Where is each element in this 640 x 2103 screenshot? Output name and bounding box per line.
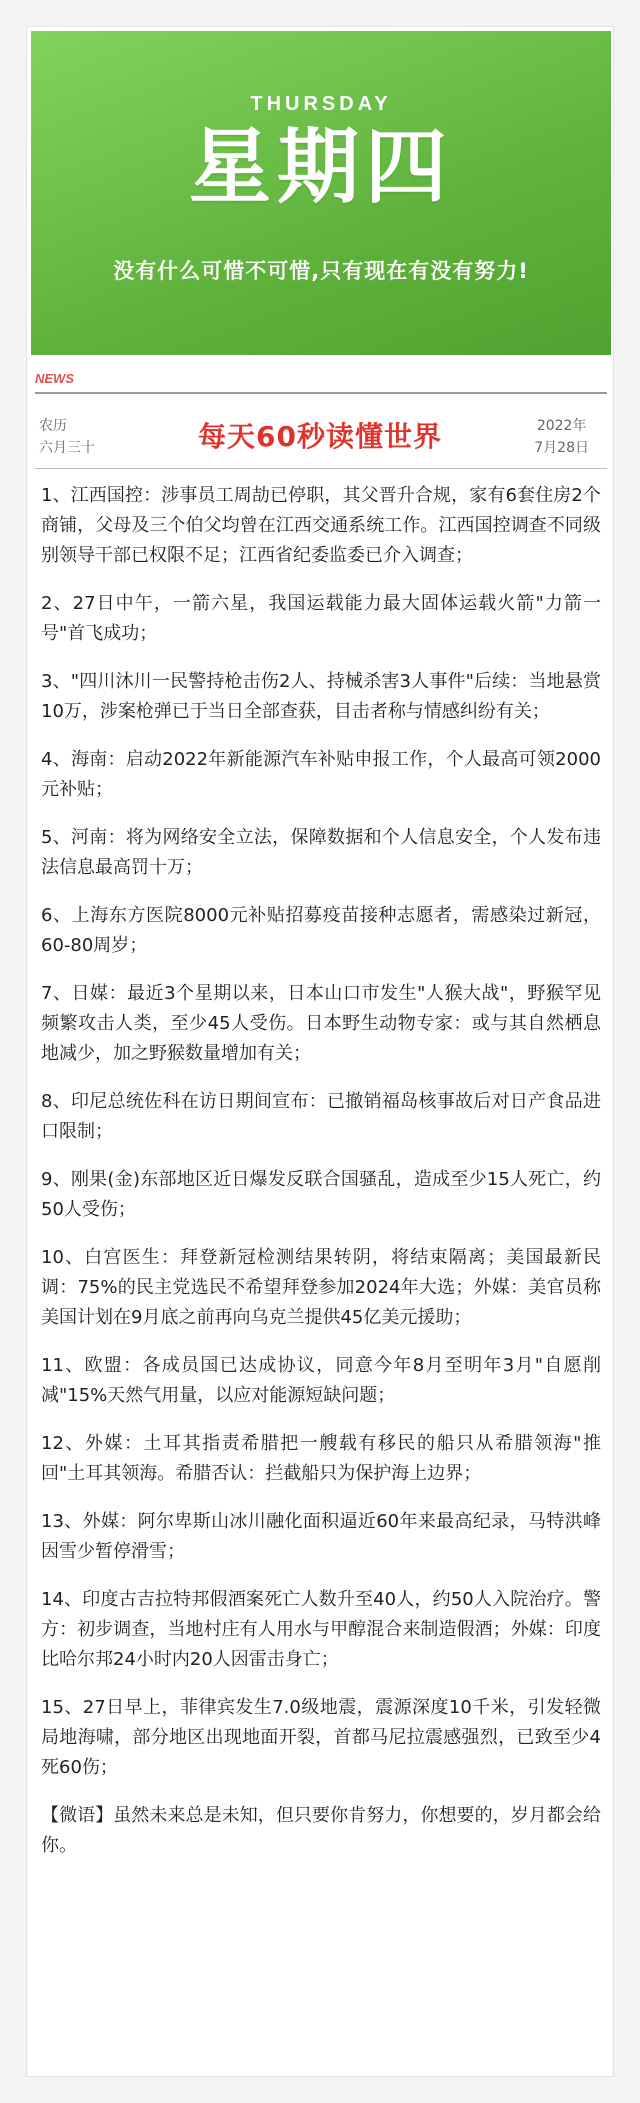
news-tag: NEWS	[35, 371, 74, 386]
news-item: 15、27日早上，菲律宾发生7.0级地震，震源深度10千米，引发轻微局地海啸，部分地区出现地面开裂，首都马尼拉震感强烈，已致至少4死60伤；	[41, 1697, 601, 1778]
news-item: 6、上海东方医院8000元补贴招募疫苗接种志愿者，需感染过新冠，60-80周岁；	[41, 905, 601, 956]
header-divider-bottom	[35, 468, 607, 469]
lunar-label: 农历	[39, 418, 67, 434]
weekday-banner	[31, 31, 611, 355]
news-item: 13、外媒：阿尔卑斯山冰川融化面积逼近60年来最高纪录，马特洪峰因雪少暂停滑雪；	[41, 1511, 601, 1562]
date-year: 2022年	[536, 418, 587, 434]
masthead-title: 每天60秒读懂世界	[198, 420, 442, 453]
news-item: 2、27日中午，一箭六星，我国运载能力最大固体运载火箭"力箭一号"首飞成功；	[41, 593, 601, 644]
news-item: 4、海南：启动2022年新能源汽车补贴申报工作，个人最高可领2000元补贴；	[41, 749, 601, 800]
news-item: 9、刚果(金)东部地区近日爆发反联合国骚乱，造成至少15人死亡，约50人受伤；	[41, 1169, 601, 1220]
news-list	[41, 481, 601, 1861]
banner-slogan: 没有什么可惜不可惜,只有现在有没有努力!	[113, 259, 529, 283]
gregorian-date-block	[534, 415, 589, 459]
news-item: 7、日媒：最近3个星期以来，日本山口市发生"人猴大战"，野猴罕见频繁攻击人类，至少45人受伤。日本野生动物专家：或与其自然栖息地减少，加之野猴数量增加有关；	[41, 983, 601, 1064]
header-divider-top	[35, 392, 607, 394]
weekday-chinese: 星期四	[188, 120, 453, 215]
news-item: 5、河南：将为网络安全立法，保障数据和个人信息安全，个人发布违法信息最高罚十万；	[41, 827, 601, 878]
news-item: 3、"四川沐川一民警持枪击伤2人、持械杀害3人事件"后续：当地悬赏10万，涉案枪弹已于当日全部查获，目击者称与情感纠纷有关；	[41, 671, 601, 722]
lunar-date: 六月三十	[39, 440, 95, 456]
news-item: 10、白宫医生：拜登新冠检测结果转阴，将结束隔离；美国最新民调：75%的民主党选民不希望拜登参加2024年大选；外媒：美官员称美国计划在9月底之前再向乌克兰提供45亿美元援助；	[41, 1247, 601, 1328]
news-card	[26, 26, 614, 2077]
date-day: 7月28日	[534, 440, 589, 456]
news-item: 11、欧盟：各成员国已达成协议，同意今年8月至明年3月"自愿削减"15%天然气用量，以应对能源短缺问题；	[41, 1355, 601, 1406]
closing-quote: 【微语】虽然未来总是未知，但只要你肯努力，你想要的，岁月都会给你。	[41, 1805, 601, 1856]
weekday-english: THURSDAY	[250, 93, 392, 115]
news-item: 12、外媒：土耳其指责希腊把一艘载有移民的船只从希腊领海"推回"土耳其领海。希腊否认：拦截船只为保护海上边界；	[41, 1433, 601, 1484]
news-item: 1、江西国控：涉事员工周劼已停职，其父晋升合规，家有6套住房2个商铺，父母及三个伯父均曾在江西交通系统工作。江西国控调查不同级别领导干部已权限不足；江西省纪委监委已介入调查；	[41, 485, 601, 566]
news-item: 8、印尼总统佐科在访日期间宣布：已撤销福岛核事故后对日产食品进口限制；	[41, 1091, 601, 1142]
news-item: 14、印度古吉拉特邦假酒案死亡人数升至40人，约50人入院治疗。警方：初步调查，当地村庄有人用水与甲醇混合来制造假酒；外媒：印度比哈尔邦24小时内20人因雷击身亡；	[41, 1589, 601, 1670]
